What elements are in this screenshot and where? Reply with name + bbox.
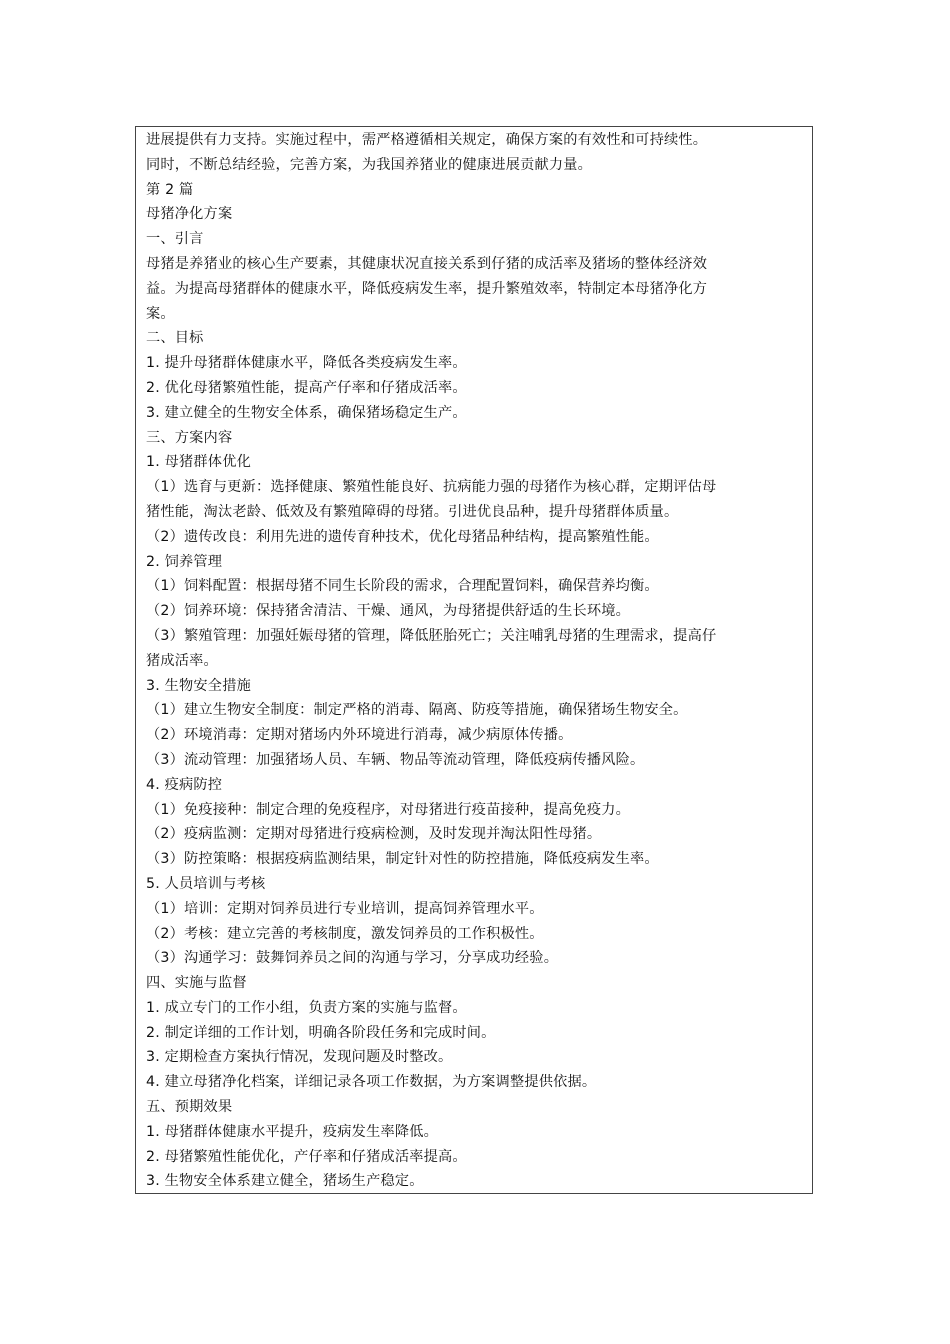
subsection-heading: 4. 疫病防控 [146, 776, 223, 793]
body-text-line: （1）培训：定期对饲养员进行专业培训，提高饲养管理水平。 [146, 900, 544, 917]
list-item: 2. 母猪繁殖性能优化，产仔率和仔猪成活率提高。 [146, 1148, 467, 1165]
body-text-line: 益。为提高母猪群体的健康水平，降低疫病发生率，提升繁殖效率，特制定本母猪净化方 [146, 280, 708, 297]
body-text-line: （2）环境消毒：定期对猪场内外环境进行消毒，减少病原体传播。 [146, 727, 573, 744]
document-title: 母猪净化方案 [146, 206, 233, 223]
list-item: 2. 制定详细的工作计划，明确各阶段任务和完成时间。 [146, 1024, 496, 1041]
body-text-line: （3）流动管理：加强猪场人员、车辆、物品等流动管理，降低疫病传播风险。 [146, 751, 645, 768]
body-text-line: 案。 [146, 305, 175, 322]
list-item: 3. 定期检查方案执行情况，发现问题及时整改。 [146, 1049, 453, 1066]
body-text-line: （1）饲料配置：根据母猪不同生长阶段的需求，合理配置饲料，确保营养均衡。 [146, 578, 659, 595]
subsection-heading: 5. 人员培训与考核 [146, 875, 266, 892]
chapter-label: 第 2 篇 [146, 181, 194, 198]
section-heading: 一、引言 [146, 231, 204, 248]
body-text-line: 猪性能，淘汰老龄、低效及有繁殖障碍的母猪。引进优良品种，提升母猪群体质量。 [146, 503, 679, 520]
body-text-line: （2）饲养环境：保持猪舍清洁、干燥、通风，为母猪提供舒适的生长环境。 [146, 603, 631, 620]
subsection-heading: 3. 生物安全措施 [146, 677, 251, 694]
body-text-line: （2）考核：建立完善的考核制度，激发饲养员的工作积极性。 [146, 925, 544, 942]
list-item: 1. 成立专门的工作小组，负责方案的实施与监督。 [146, 999, 467, 1016]
section-heading: 三、方案内容 [146, 429, 233, 446]
body-text-line: （1）选育与更新：选择健康、繁殖性能良好、抗病能力强的母猪作为核心群，定期评估母 [146, 479, 717, 496]
body-text-line: （2）遗传改良：利用先进的遗传育种技术，优化母猪品种结构，提高繁殖性能。 [146, 528, 659, 545]
body-text-line: 同时，不断总结经验，完善方案，为我国养猪业的健康进展贡献力量。 [146, 156, 593, 173]
list-item: 2. 优化母猪繁殖性能，提高产仔率和仔猪成活率。 [146, 379, 467, 396]
list-item: 3. 建立健全的生物安全体系，确保猪场稳定生产。 [146, 404, 467, 421]
body-text-line: （3）繁殖管理：加强妊娠母猪的管理，降低胚胎死亡；关注哺乳母猪的生理需求，提高仔 [146, 627, 717, 644]
subsection-heading: 2. 饲养管理 [146, 553, 223, 570]
body-text-line: （3）防控策略：根据疫病监测结果，制定针对性的防控措施，降低疫病发生率。 [146, 851, 659, 868]
subsection-heading: 1. 母猪群体优化 [146, 454, 251, 471]
text-frame [135, 126, 813, 1194]
list-item: 1. 提升母猪群体健康水平，降低各类疫病发生率。 [146, 355, 467, 372]
body-text-line: 母猪是养猪业的核心生产要素，其健康状况直接关系到仔猪的成活率及猪场的整体经济效 [146, 255, 708, 272]
list-item: 1. 母猪群体健康水平提升，疫病发生率降低。 [146, 1123, 439, 1140]
body-text-line: （2）疫病监测：定期对母猪进行疫病检测，及时发现并淘汰阳性母猪。 [146, 826, 602, 843]
body-text-line: （3）沟通学习：鼓舞饲养员之间的沟通与学习，分享成功经验。 [146, 950, 559, 967]
section-heading: 五、预期效果 [146, 1099, 233, 1116]
list-item: 3. 生物安全体系建立健全，猪场生产稳定。 [146, 1173, 424, 1190]
section-heading: 四、实施与监督 [146, 975, 247, 992]
body-text-line: 猪成活率。 [146, 652, 218, 669]
list-item: 4. 建立母猪净化档案，详细记录各项工作数据，为方案调整提供依据。 [146, 1074, 597, 1091]
body-text-line: （1）免疫接种：制定合理的免疫程序，对母猪进行疫苗接种，提高免疫力。 [146, 801, 631, 818]
body-text-line: 进展提供有力支持。实施过程中，需严格遵循相关规定，确保方案的有效性和可持续性。 [146, 132, 708, 148]
body-text-line: （1）建立生物安全制度：制定严格的消毒、隔离、防疫等措施，确保猪场生物安全。 [146, 702, 688, 719]
section-heading: 二、目标 [146, 330, 204, 347]
